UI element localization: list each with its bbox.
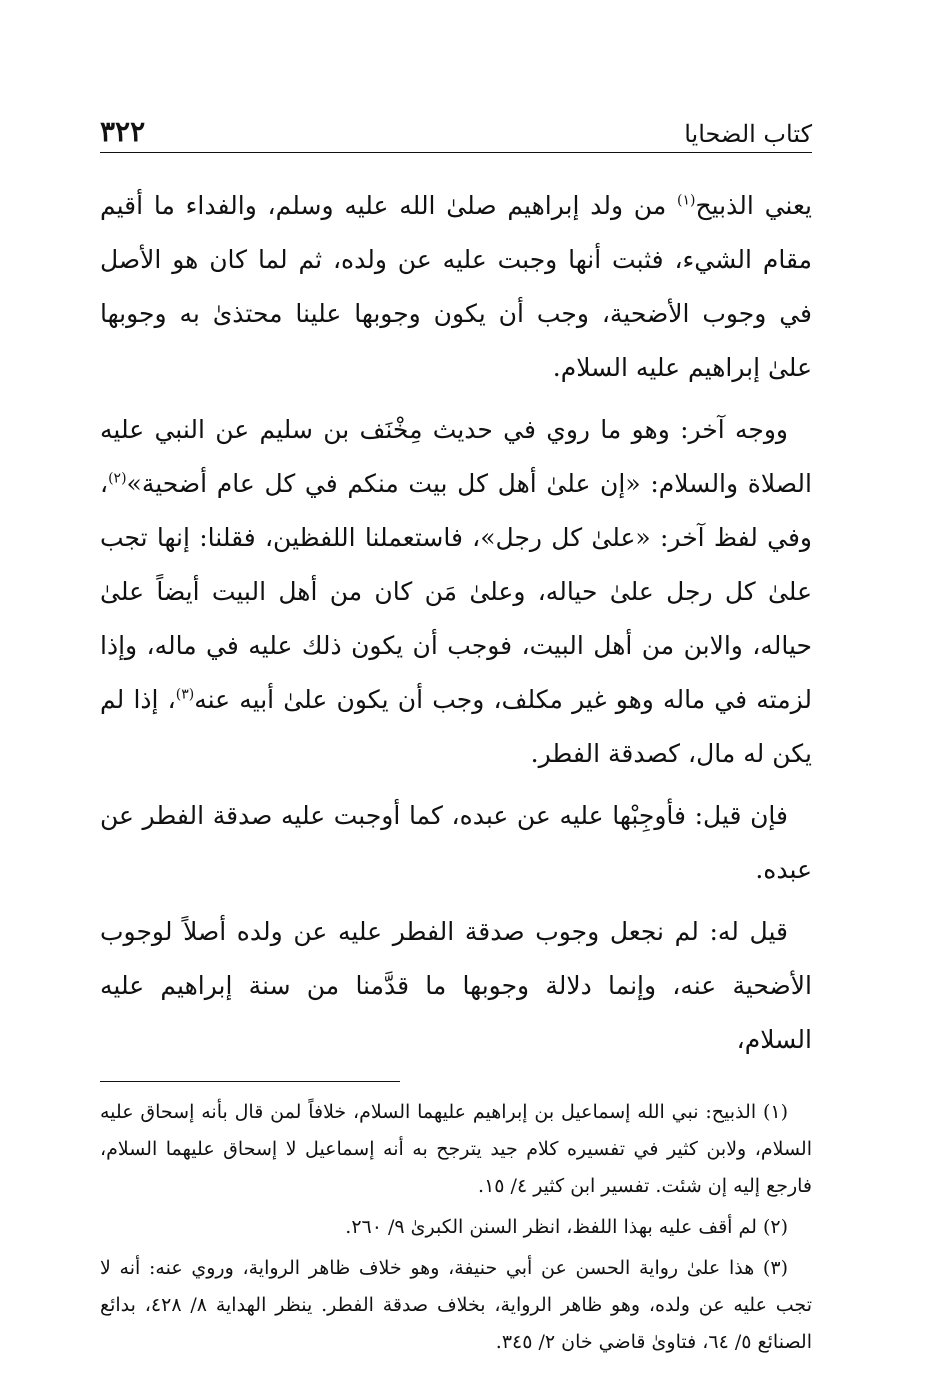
- page-number: ٣٢٢: [100, 115, 146, 148]
- book-page: [100, 100, 812, 1365]
- paragraph-2-part-c: ، إذا لم يكن له مال، كصدقة الفطر.: [100, 685, 812, 768]
- paragraph-1: [100, 179, 812, 395]
- footnote-ref-1: (١): [677, 192, 696, 209]
- paragraph-1-part-a: يعني الذبيح: [695, 191, 812, 220]
- footnote-divider: [100, 1081, 400, 1082]
- paragraph-3: فإن قيل: فأوجِبْها عليه عن عبده، كما أوجبت عليه صدقة الفطر عن عبده.: [100, 801, 812, 884]
- paragraph-2-part-a: ووجه آخر: وهو ما روي في حديث مِخْنَف بن سليم عن النبي عليه الصلاة والسلام: «إن علىٰ أهل كل بيت منكم في كل عام أضحية»: [100, 415, 812, 498]
- paragraph-2: [100, 403, 812, 781]
- paragraph-4: قيل له: لم نجعل وجوب صدقة الفطر عليه عن ولده أصلاً لوجوب الأضحية عنه، وإنما دلالة وجوبها ما قدَّمنا من سنة إبراهيم عليه السلام،: [100, 917, 812, 1054]
- paragraph-2-part-b: ، وفي لفظ آخر: «علىٰ كل رجل»، فاستعملنا اللفظين، فقلنا: إنها تجب علىٰ كل رجل علىٰ حياله، وعلىٰ مَن كان من أهل البيت أيضاً علىٰ حياله، والابن من أهل البيت، فوجب أن يكون ذلك عليه في ماله، وإذا لزمته في ماله وهو غير مكلف، وجب أن يكون علىٰ أبيه عنه: [100, 469, 812, 714]
- footnote-ref-2: (٢): [108, 470, 127, 487]
- footnote-1: (١) الذبيح: نبي الله إسماعيل بن إبراهيم عليهما السلام، خلافاً لمن قال بأنه إسحاق عليه السلام، ولابن كثير في تفسيره كلام جيد يترجح به أنه إسماعيل لا إسحاق عليهما السلام، فارجع إليه إن شئت. تفسير ابن كثير ٤/ ١٥.: [100, 1101, 812, 1197]
- footnotes: [100, 1094, 812, 1361]
- main-text: [100, 179, 812, 1067]
- footnote-3: (٣) هذا علىٰ رواية الحسن عن أبي حنيفة، وهو خلاف ظاهر الرواية، وروي عنه: أنه لا تجب عليه عن ولده، وهو ظاهر الرواية، بخلاف صدقة الفطر. ينظر الهداية ٨/ ٤٢٨، بدائع الصنائع ٥/ ٦٤، فتاوىٰ قاضي خان ٢/ ٣٤٥.: [100, 1257, 812, 1353]
- footnote-ref-3: (٣): [175, 686, 195, 703]
- running-header: [100, 100, 812, 153]
- footnote-2: (٢) لم أقف عليه بهذا اللفظ، انظر السنن الكبرىٰ ٩/ ٢٦٠.: [345, 1216, 788, 1238]
- paragraph-1-part-b: من ولد إبراهيم صلىٰ الله عليه وسلم، والفداء ما أقيم مقام الشيء، فثبت أنها وجبت عليه عن ولده، ثم لما كان هو الأصل في وجوب الأضحية، وجب أن يكون وجوبها علينا محتذىٰ به وجوبها علىٰ إبراهيم عليه السلام.: [100, 191, 812, 382]
- book-title: كتاب الضحايا: [684, 120, 812, 148]
